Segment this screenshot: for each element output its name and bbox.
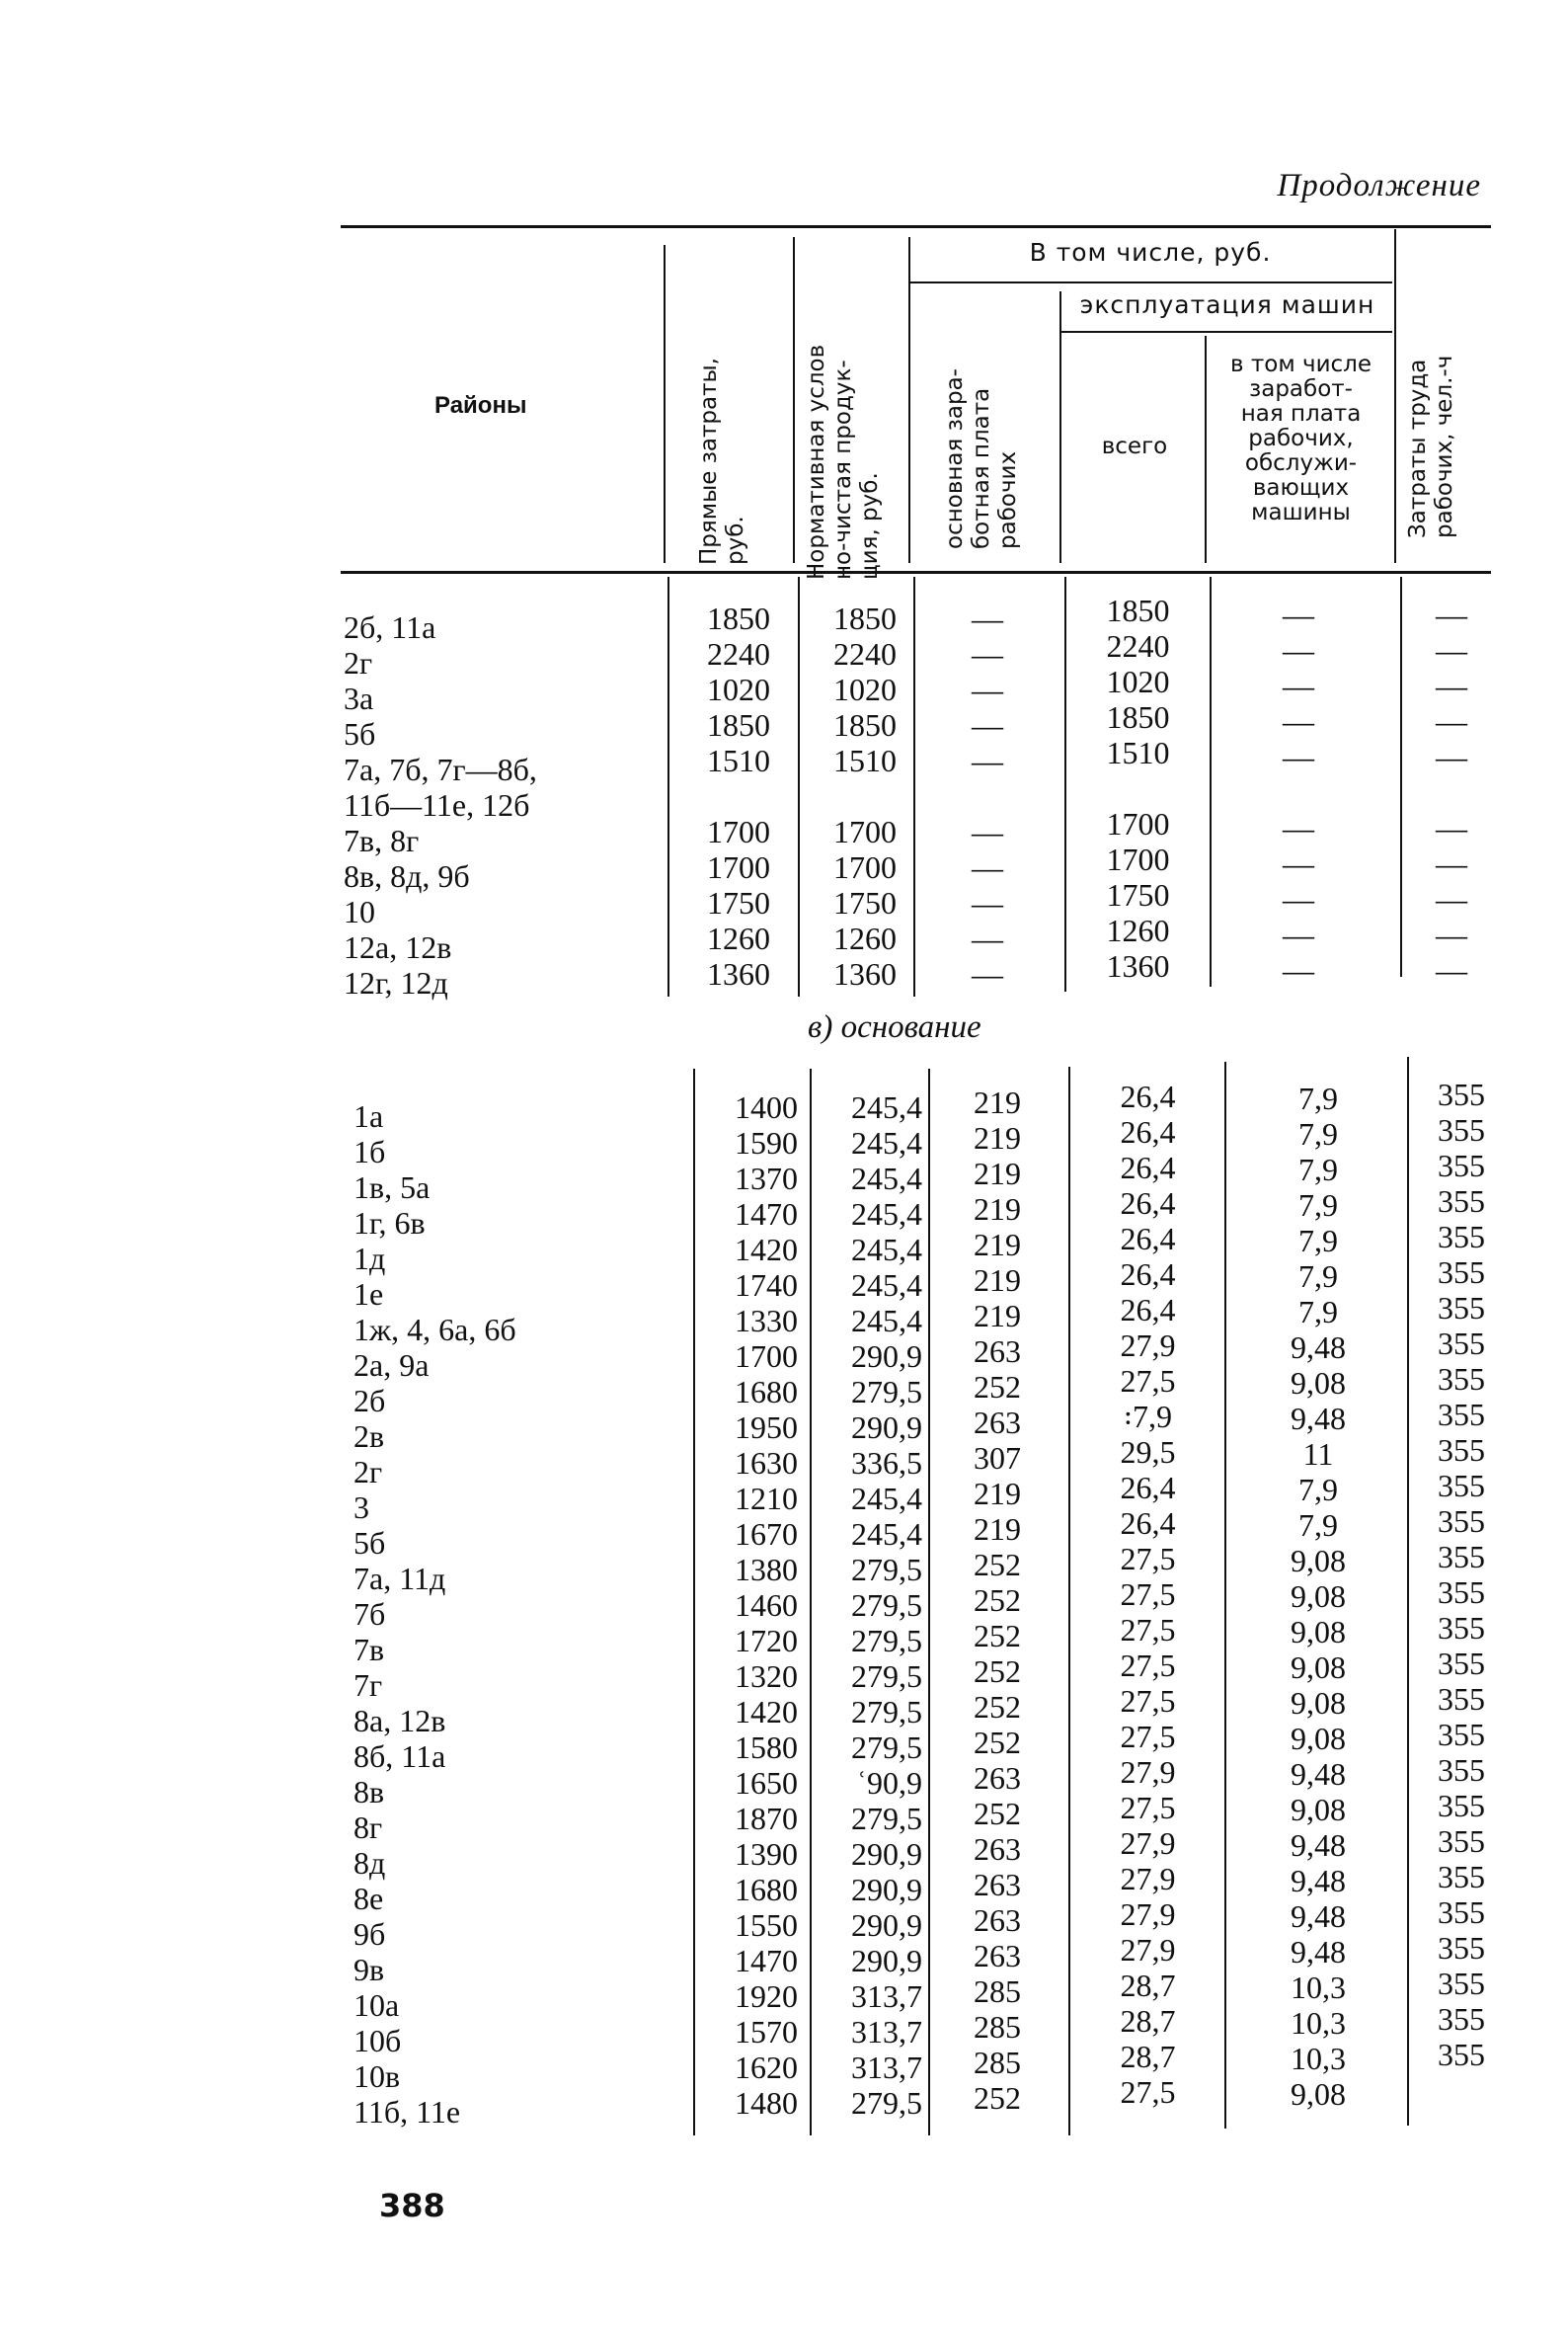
machine-operation-header: эксплуатация машин <box>1079 290 1375 319</box>
s1-base-wage: — — — — — — — — — — <box>972 601 1003 992</box>
s1-incl-wage: — — — — — — — — — — <box>1283 597 1314 988</box>
header-bottom-rule <box>341 571 1491 574</box>
header-sep-6 <box>1394 229 1396 563</box>
district: 7в, 8г <box>344 823 420 858</box>
district: 7а, 11д <box>353 1561 446 1596</box>
s2-total: 26,4 26,4 26,4 26,4 26,4 26,4 26,4 27,9 27,5 ꞉7,9 29,5 26,4 26,4 27,5 27,5 27,5 27,5 27,5 27,5 27,9 27,5 27,9 27,9 27,9 27,9 28,7 28,7 28,7 27,5 <box>1120 1079 1176 2110</box>
s2-sep-3 <box>928 1069 930 2135</box>
machine-rule <box>1061 331 1392 333</box>
page-number: 388 <box>379 2187 445 2224</box>
including-rub-header: В том числе, руб. <box>1029 238 1272 267</box>
header-top-rule <box>341 225 1491 228</box>
continuation-caption: Продолжение <box>1277 168 1481 203</box>
header-sep-3 <box>908 237 910 563</box>
district: 3а <box>344 681 374 716</box>
machine-total-header: всего <box>1101 434 1168 459</box>
district: 7в <box>353 1632 385 1667</box>
district: 1а <box>353 1098 384 1134</box>
district: 8г <box>353 1809 383 1845</box>
district: 8б, 11а <box>353 1738 446 1774</box>
district: 5б <box>344 716 376 752</box>
section-title-osnovanie: в) основание <box>808 1009 981 1045</box>
district: 10б <box>353 2023 402 2058</box>
district: 8е <box>353 1881 384 1916</box>
district: 8в <box>353 1774 385 1809</box>
district: 3 <box>353 1489 369 1525</box>
s1-sep-5 <box>1210 577 1212 987</box>
base-wage-header: основная зара- ботная плата рабочих <box>942 368 1021 549</box>
s1-labor: — — — — — — — — — — <box>1436 597 1467 988</box>
s1-sep-6 <box>1400 577 1402 977</box>
district: 7г <box>353 1667 383 1703</box>
district: 12г, 12д <box>344 965 448 1001</box>
normative-output-header: Нормативная услов но-чистая продук- ция, руб. <box>804 344 883 580</box>
district: 11б—11е, 12б <box>344 787 530 823</box>
districts-header: Районы <box>434 392 527 419</box>
district: 1е <box>353 1276 384 1312</box>
incl-wage-header: в том числе заработ- ная плата рабочих, обслужи- вающих машины <box>1229 352 1372 525</box>
direct-costs-header: Прямые затраты, руб. <box>696 358 748 565</box>
district: 9в <box>353 1952 385 1987</box>
district: 2г <box>353 1454 383 1489</box>
district: 1ж, 4, 6а, 6б <box>353 1312 516 1347</box>
district: 2а, 9а <box>353 1347 430 1383</box>
district: 8а, 12в <box>353 1703 446 1738</box>
s2-sep-4 <box>1068 1067 1070 2135</box>
header-sep-5 <box>1205 336 1207 563</box>
district: 1г, 6в <box>353 1205 426 1241</box>
district: 2в <box>353 1418 385 1454</box>
district: 2б <box>353 1383 386 1418</box>
district: 2г <box>344 645 373 681</box>
district: 1б <box>353 1134 386 1169</box>
s1-districts <box>344 609 669 1001</box>
s2-sep-6 <box>1407 1057 1409 2126</box>
district: 11б, 11е <box>353 2094 461 2130</box>
header-sep-1 <box>664 245 666 563</box>
s2-direct: 1400 1590 1370 1470 1420 1740 1330 1700 1680 1950 1630 1210 1670 1380 1460 1720 1320 1420 1580 1650 1870 1390 1680 1550 1470 1920 1570 1620 1480 <box>735 1089 798 2121</box>
district: 7а, 7б, 7г—8б, <box>344 752 537 787</box>
district: 8д <box>353 1845 386 1881</box>
s1-total: 1850 2240 1020 1850 1510 1700 1700 1750 1260 1360 <box>1106 593 1170 984</box>
district: 10в <box>353 2058 401 2094</box>
s2-districts <box>353 1098 689 2130</box>
s2-sep-5 <box>1224 1062 1226 2129</box>
header-sep-2 <box>793 237 795 563</box>
s2-normative: 245,4 245,4 245,4 245,4 245,4 245,4 245,4 290,9 279,5 290,9 336,5 245,4 245,4 279,5 279,5 279,5 279,5 279,5 279,5 ʿ90,9 279,5 290,9 290,9 290,9 290,9 313,7 313,7 313,7 279,5 <box>851 1089 922 2121</box>
district: 9б <box>353 1916 386 1952</box>
s2-labor: 355 355 355 355 355 355 355 355 355 355 355 355 355 355 355 355 355 355 355 355 355 355 355 355 355 355 355 355 <box>1438 1077 1485 2072</box>
district: 7б <box>353 1596 386 1632</box>
including-rule <box>910 281 1392 283</box>
labor-costs-header: Затраты труда рабочих, чел.-ч <box>1405 355 1457 538</box>
district: 2б, 11а <box>344 609 436 645</box>
s1-sep-3 <box>913 577 915 997</box>
district: 12а, 12в <box>344 929 452 965</box>
s1-sep-4 <box>1064 577 1066 992</box>
header-sep-4 <box>1059 291 1061 563</box>
s1-normative: 1850 2240 1020 1850 1510 1700 1700 1750 1260 1360 <box>833 601 897 992</box>
district: 10 <box>344 894 375 929</box>
district: 1в, 5а <box>353 1169 431 1205</box>
district: 1д <box>353 1241 386 1276</box>
s2-incl-wage: 7,9 7,9 7,9 7,9 7,9 7,9 7,9 9,48 9,08 9,48 11 7,9 7,9 9,08 9,08 9,08 9,08 9,08 9,08 9,48 9,08 9,48 9,48 9,48 9,48 10,3 10,3 10,3 9,08 <box>1291 1081 1346 2112</box>
s2-base-wage: 219 219 219 219 219 219 219 263 252 263 307 219 219 252 252 252 252 252 252 263 252 263 263 263 263 285 285 285 252 <box>974 1085 1021 2116</box>
district: 8в, 8д, 9б <box>344 858 470 894</box>
district: 5б <box>353 1525 386 1561</box>
s1-direct: 1850 2240 1020 1850 1510 1700 1700 1750 1260 1360 <box>707 601 770 992</box>
district: 10а <box>353 1987 400 2023</box>
